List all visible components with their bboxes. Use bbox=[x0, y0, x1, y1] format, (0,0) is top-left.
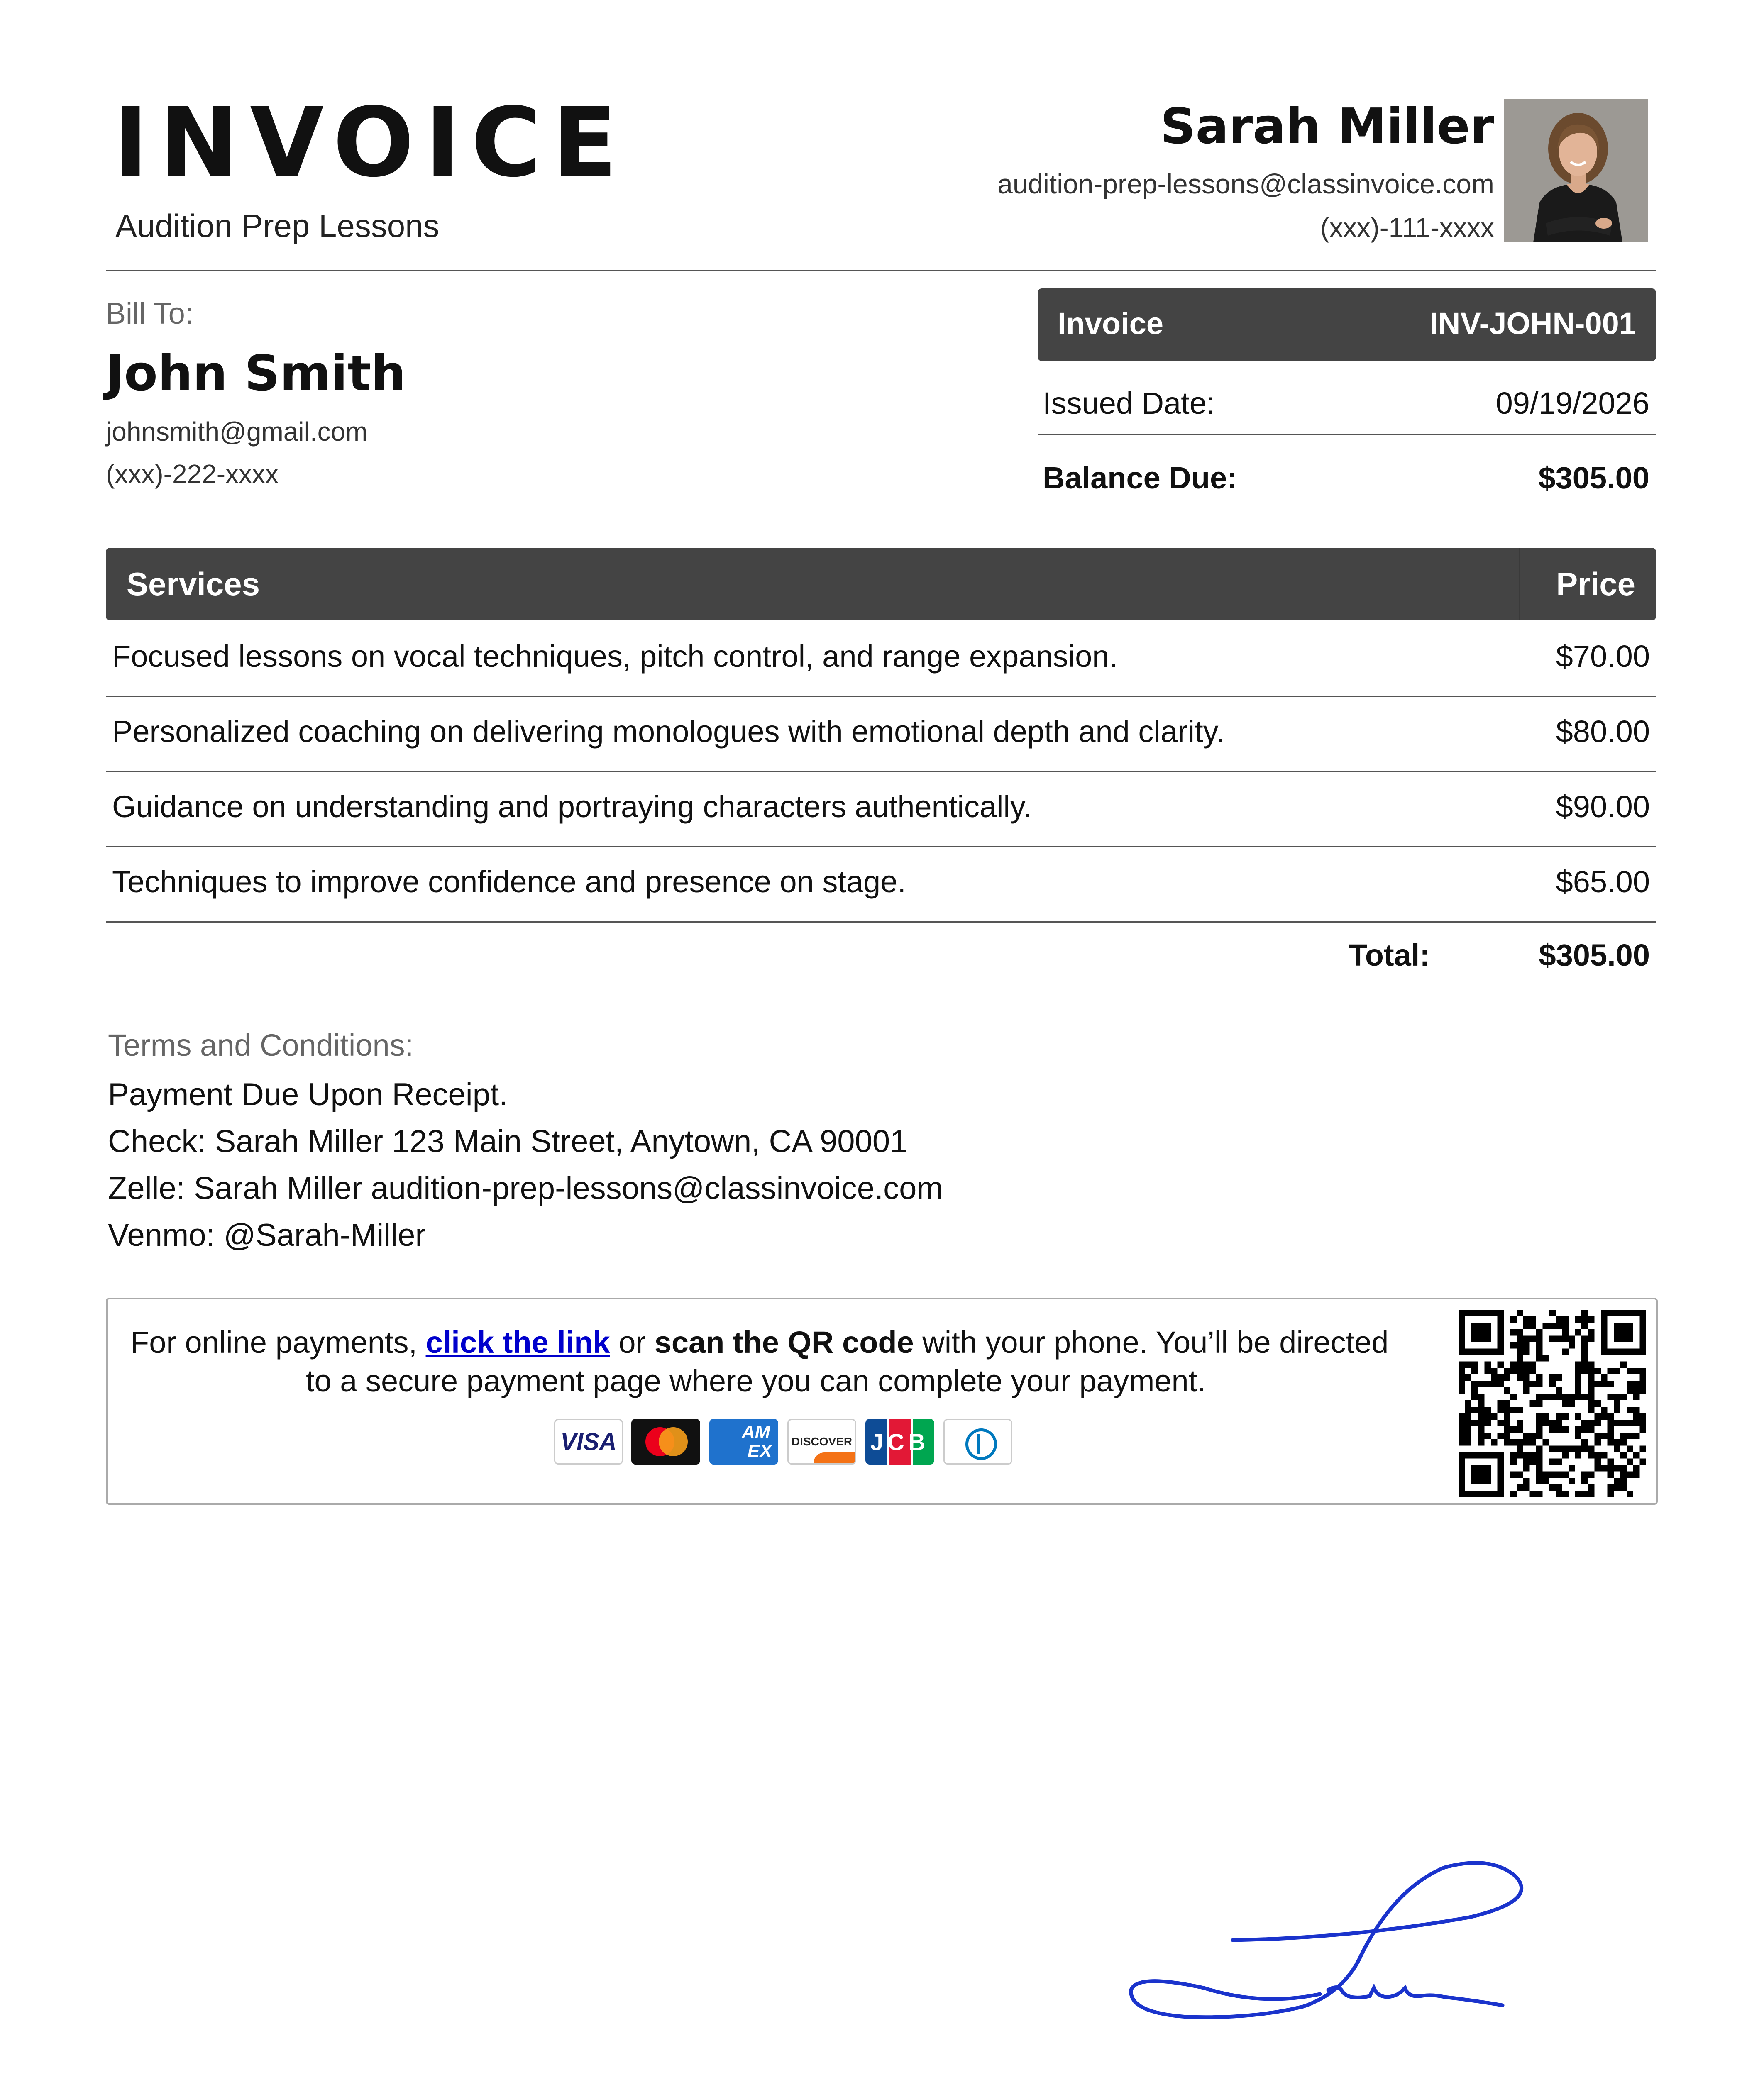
signature-icon bbox=[1129, 1851, 1565, 2046]
table-row bbox=[106, 696, 1656, 772]
seller-avatar bbox=[1504, 99, 1648, 242]
discover-icon bbox=[787, 1419, 856, 1465]
discover-label: DISCOVER bbox=[791, 1435, 853, 1448]
seller-email: audition-prep-lessons@classinvoice.com bbox=[997, 168, 1494, 199]
payment-instructions-line2: to a secure payment page where you can complete your payment. bbox=[306, 1364, 1206, 1398]
visa-icon bbox=[554, 1419, 623, 1465]
balance-due-row bbox=[1038, 438, 1656, 508]
balance-due-label: Balance Due: bbox=[1043, 461, 1237, 495]
service-price: $70.00 bbox=[1556, 639, 1650, 674]
business-subtitle: Audition Prep Lessons bbox=[115, 208, 440, 244]
diners-club-icon bbox=[943, 1419, 1012, 1465]
price-column-header: Price bbox=[1556, 566, 1635, 602]
table-row bbox=[106, 771, 1656, 847]
issued-date-value: 09/19/2026 bbox=[1495, 386, 1649, 420]
qr-code-graphic bbox=[1459, 1310, 1646, 1497]
service-price: $90.00 bbox=[1556, 789, 1650, 824]
bill-to-label: Bill To: bbox=[106, 297, 193, 330]
invoice-label: Invoice bbox=[1058, 306, 1163, 341]
services-table-header bbox=[106, 548, 1656, 620]
terms-line: Venmo: @Sarah-Miller bbox=[108, 1218, 426, 1253]
terms-label: Terms and Conditions: bbox=[108, 1028, 414, 1062]
client-phone: (xxx)-222-xxxx bbox=[106, 459, 279, 489]
balance-due-value: $305.00 bbox=[1538, 461, 1649, 495]
header-divider bbox=[106, 270, 1656, 271]
invoice-number-header bbox=[1038, 288, 1656, 361]
client-email: johnsmith@gmail.com bbox=[106, 417, 368, 447]
amex-label-bottom: EX bbox=[748, 1441, 772, 1461]
payment-link[interactable]: click the link bbox=[425, 1325, 610, 1360]
online-payment-box bbox=[106, 1298, 1658, 1505]
invoice-title: INVOICE bbox=[113, 88, 628, 198]
invoice-number: INV-JOHN-001 bbox=[1429, 306, 1636, 341]
issued-date-label: Issued Date: bbox=[1043, 386, 1215, 420]
amex-icon bbox=[709, 1419, 778, 1465]
payment-text: with your phone. You’ll be directed bbox=[914, 1325, 1389, 1360]
service-price: $65.00 bbox=[1556, 864, 1650, 899]
payment-text: or bbox=[610, 1325, 655, 1360]
seller-phone: (xxx)-111-xxxx bbox=[1320, 212, 1494, 243]
service-price: $80.00 bbox=[1556, 714, 1650, 749]
column-separator bbox=[1519, 548, 1520, 620]
terms-line: Payment Due Upon Receipt. bbox=[108, 1077, 508, 1112]
person-photo-icon bbox=[1504, 99, 1648, 242]
payment-instructions-line1 bbox=[130, 1327, 1388, 1358]
jcb-label: JCB bbox=[870, 1429, 930, 1455]
service-description: Techniques to improve confidence and presence on stage. bbox=[112, 864, 906, 899]
issued-date-row bbox=[1038, 363, 1656, 435]
terms-line: Check: Sarah Miller 123 Main Street, Anytown, CA 90001 bbox=[108, 1124, 908, 1159]
total-label: Total: bbox=[1349, 938, 1430, 972]
seller-name: Sarah Miller bbox=[1160, 98, 1494, 155]
service-description: Guidance on understanding and portraying characters authentically. bbox=[112, 789, 1032, 824]
mastercard-icon bbox=[631, 1419, 700, 1465]
client-name: John Smith bbox=[106, 344, 406, 402]
services-column-header: Services bbox=[127, 566, 260, 602]
qr-code-icon[interactable] bbox=[1459, 1310, 1646, 1497]
table-row bbox=[106, 620, 1656, 697]
table-row bbox=[106, 846, 1656, 923]
visa-label: VISA bbox=[560, 1428, 617, 1455]
terms-line: Zelle: Sarah Miller audition-prep-lessons@classinvoice.com bbox=[108, 1171, 943, 1206]
payment-text: For online payments, bbox=[130, 1325, 426, 1360]
total-value: $305.00 bbox=[1539, 938, 1650, 972]
service-description: Focused lessons on vocal techniques, pitch control, and range expansion. bbox=[112, 639, 1118, 674]
amex-label-top: AM bbox=[742, 1422, 770, 1442]
service-description: Personalized coaching on delivering monologues with emotional depth and clarity. bbox=[112, 714, 1225, 749]
qr-instruction: scan the QR code bbox=[654, 1325, 914, 1360]
jcb-icon bbox=[865, 1419, 934, 1465]
